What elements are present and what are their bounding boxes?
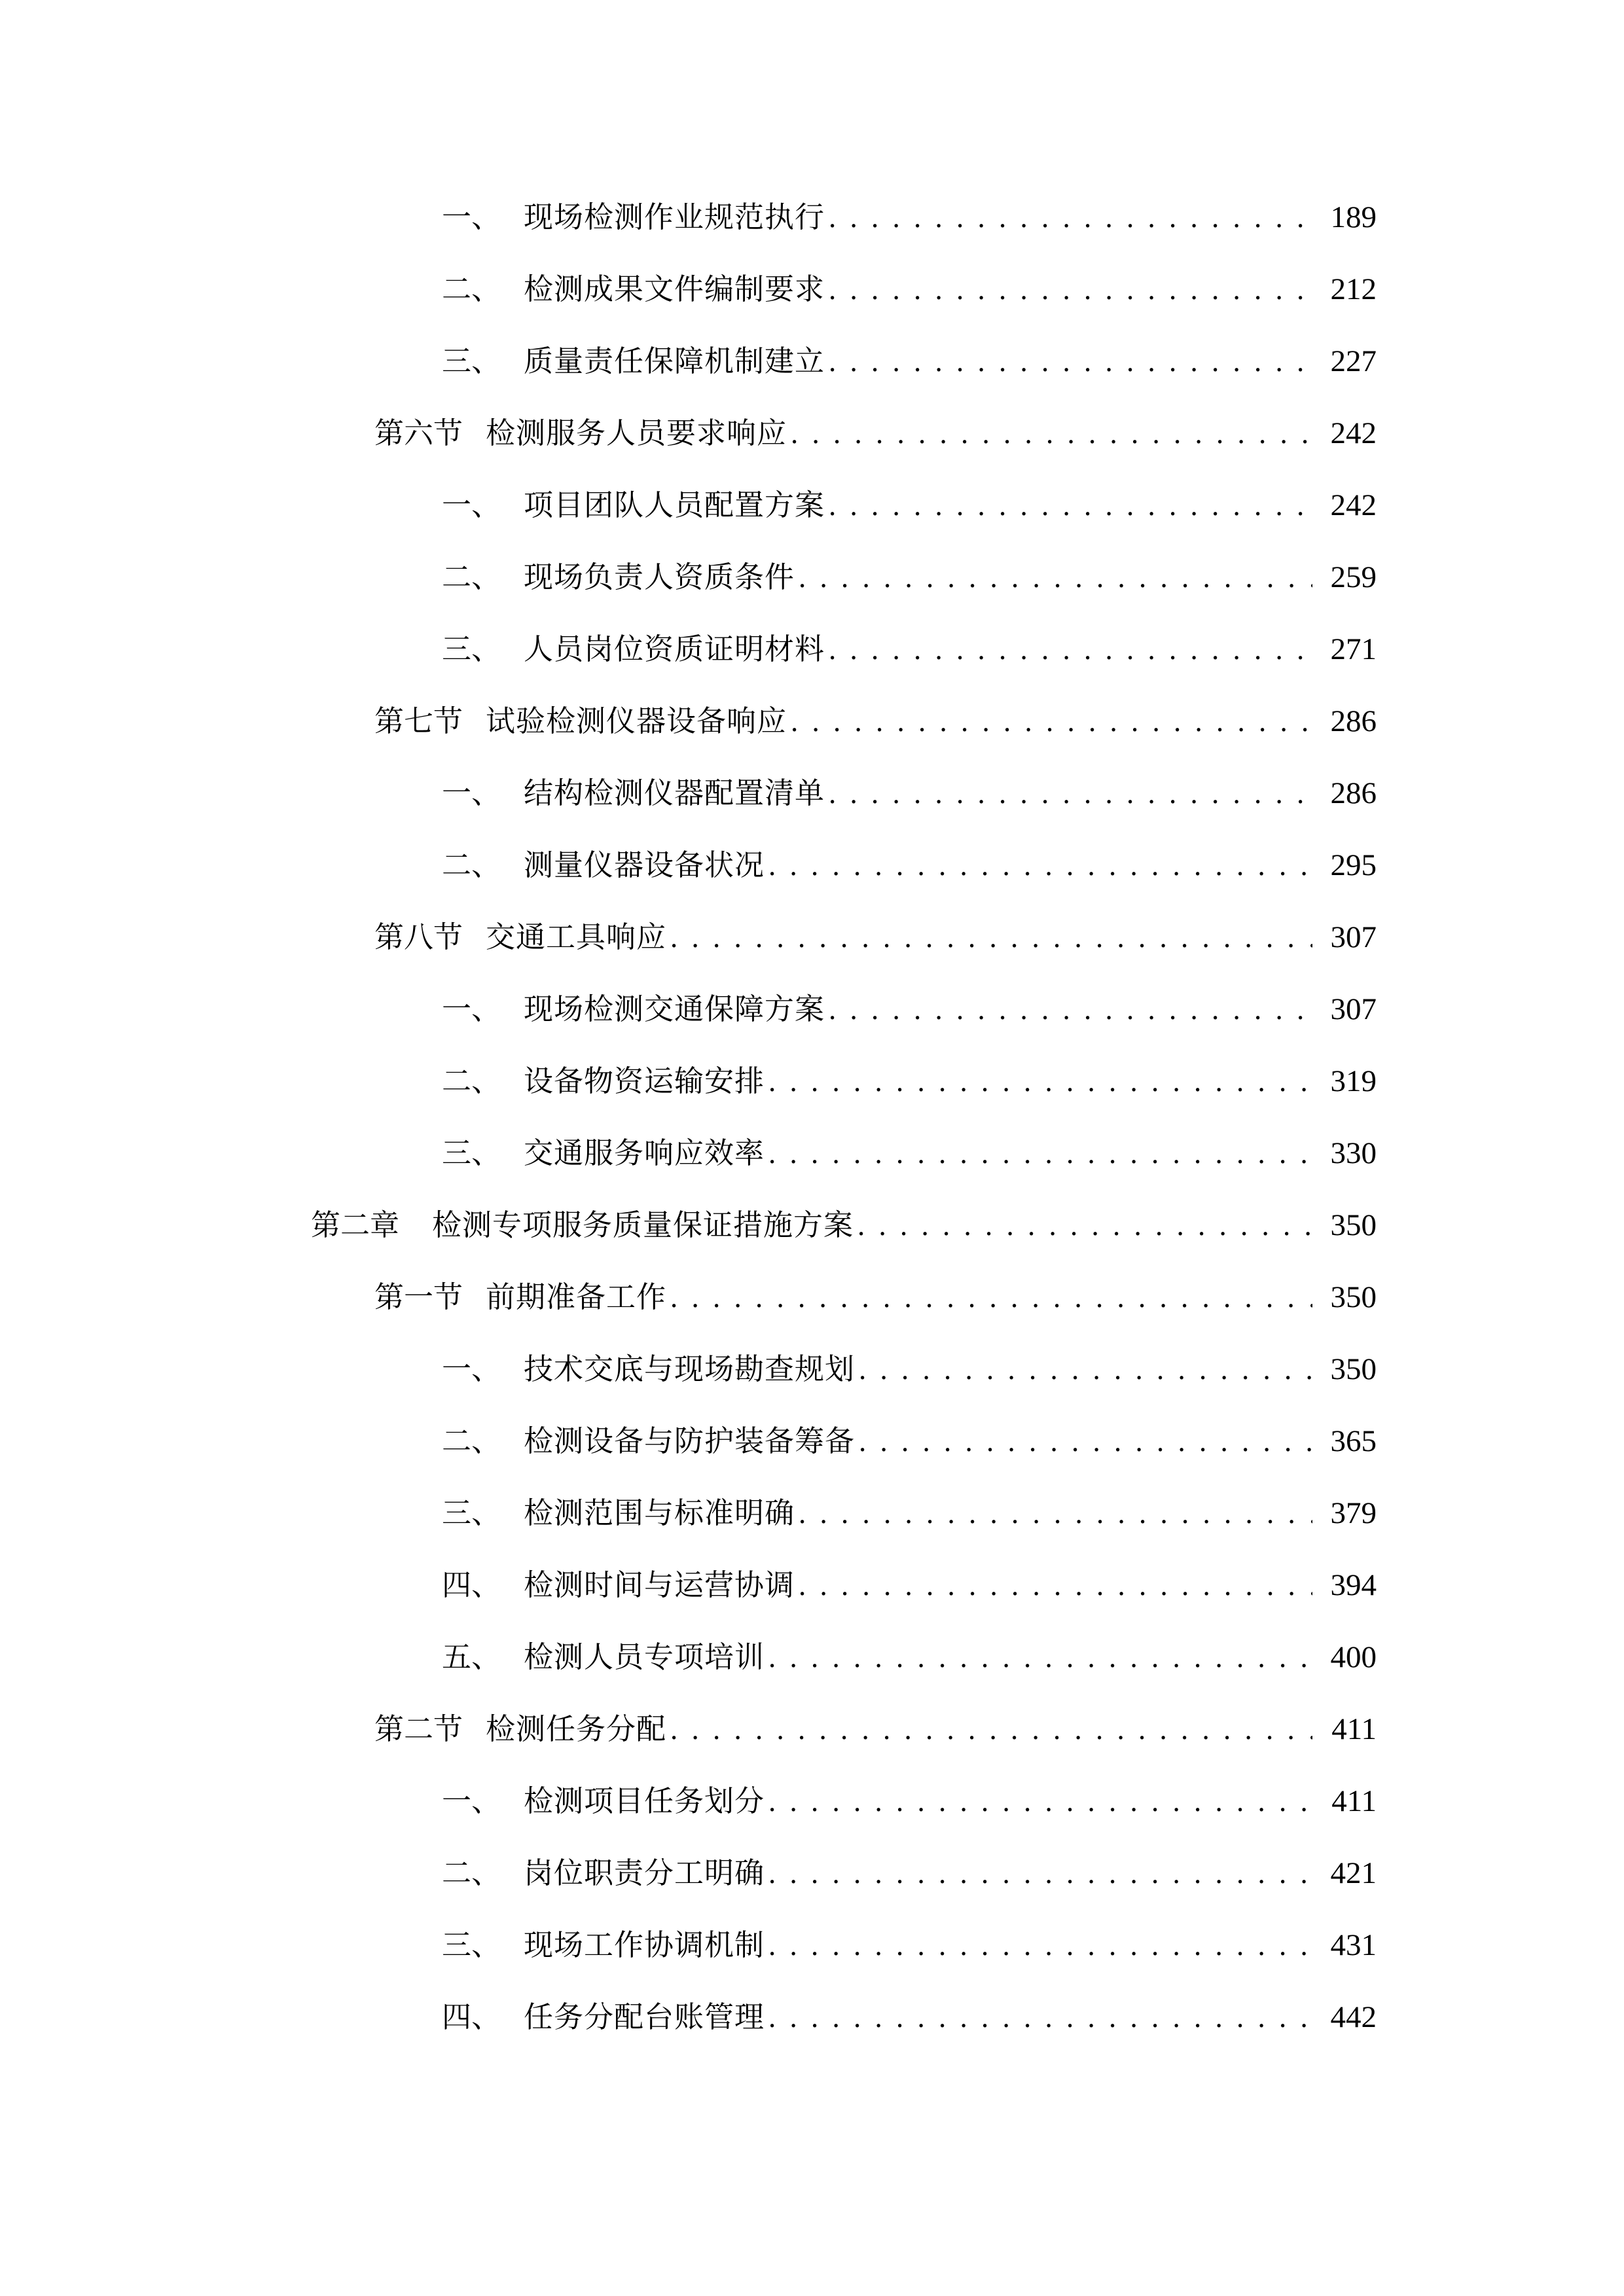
toc-entry-page: 411 xyxy=(1331,1712,1377,1746)
toc-entry[interactable] xyxy=(0,1981,1377,2053)
toc-entry-title: 设备物资运输安排 xyxy=(524,1065,765,1098)
toc-entry-page: 442 xyxy=(1330,2000,1377,2034)
toc-entry-page: 431 xyxy=(1330,1928,1377,1962)
toc-entry-page: 319 xyxy=(1330,1064,1377,1098)
dot-leader xyxy=(670,901,1312,973)
toc-entry-page: 295 xyxy=(1330,848,1377,882)
toc-entry-title: 交通工具响应 xyxy=(486,921,667,954)
toc-entry-title: 检测人员专项培训 xyxy=(524,1641,765,1674)
toc-entry-label: 四、 xyxy=(442,2001,501,2034)
toc-entry-label: 二、 xyxy=(442,849,501,882)
toc-entry[interactable] xyxy=(0,397,1377,469)
toc-entry-page: 227 xyxy=(1330,344,1377,378)
toc-entry-page: 271 xyxy=(1330,632,1377,666)
toc-entry-label: 第八节 xyxy=(374,921,463,954)
toc-entry-page: 394 xyxy=(1330,1568,1377,1602)
toc-entry-title: 质量责任保障机制建立 xyxy=(524,345,825,378)
toc-entry-page: 242 xyxy=(1330,416,1377,450)
toc-entry-title: 试验检测仪器设备响应 xyxy=(486,705,787,738)
toc-entry-label: 五、 xyxy=(442,1641,501,1674)
toc-entry[interactable] xyxy=(0,757,1377,829)
dot-leader xyxy=(768,1837,1312,1909)
toc xyxy=(0,181,1377,2053)
toc-entry-title: 检测成果文件编制要求 xyxy=(524,273,825,306)
toc-entry-title: 现场检测交通保障方案 xyxy=(524,993,825,1026)
dot-leader xyxy=(799,1549,1312,1621)
toc-entry[interactable] xyxy=(0,469,1377,541)
toc-entry[interactable] xyxy=(0,253,1377,325)
toc-entry-title: 检测任务分配 xyxy=(486,1713,667,1746)
toc-entry-title: 任务分配台账管理 xyxy=(524,2001,765,2034)
dot-leader xyxy=(791,685,1312,757)
dot-leader xyxy=(829,973,1312,1045)
toc-entry[interactable] xyxy=(0,1261,1377,1333)
toc-entry-title: 测量仪器设备状况 xyxy=(524,849,765,882)
toc-entry-title: 检测设备与防护装备筹备 xyxy=(524,1425,856,1458)
toc-entry[interactable] xyxy=(0,1189,1377,1261)
toc-entry[interactable] xyxy=(0,1693,1377,1765)
toc-entry-page: 189 xyxy=(1330,200,1377,234)
toc-entry-title: 检测专项服务质量保证措施方案 xyxy=(432,1209,854,1242)
dot-leader xyxy=(670,1693,1312,1765)
dot-leader xyxy=(829,253,1312,325)
toc-entry-label: 一、 xyxy=(442,201,501,234)
dot-leader xyxy=(829,181,1312,253)
toc-entry-label: 第二节 xyxy=(374,1713,463,1746)
toc-entry-label: 第七节 xyxy=(374,705,463,738)
toc-entry[interactable] xyxy=(0,685,1377,757)
toc-entry-title: 项目团队人员配置方案 xyxy=(524,489,825,522)
toc-entry[interactable] xyxy=(0,1621,1377,1693)
toc-entry-page: 379 xyxy=(1330,1496,1377,1530)
toc-entry-page: 400 xyxy=(1330,1640,1377,1674)
dot-leader xyxy=(768,1117,1312,1189)
toc-entry-title: 检测服务人员要求响应 xyxy=(486,417,787,450)
toc-entry[interactable] xyxy=(0,1405,1377,1477)
dot-leader xyxy=(857,1189,1312,1261)
dot-leader xyxy=(829,613,1312,685)
toc-entry[interactable] xyxy=(0,325,1377,397)
toc-entry-label: 第六节 xyxy=(374,417,463,450)
toc-entry-page: 330 xyxy=(1330,1136,1377,1170)
dot-leader xyxy=(768,1765,1312,1837)
toc-entry-page: 307 xyxy=(1330,992,1377,1026)
toc-entry-page: 365 xyxy=(1330,1424,1377,1458)
toc-entry-title: 岗位职责分工明确 xyxy=(524,1857,765,1890)
toc-entry-page: 259 xyxy=(1330,560,1377,594)
toc-entry-title: 技术交底与现场勘查规划 xyxy=(524,1353,856,1386)
dot-leader xyxy=(829,469,1312,541)
toc-entry-label: 二、 xyxy=(442,1425,501,1458)
toc-entry-page: 212 xyxy=(1330,272,1377,306)
toc-entry-title: 人员岗位资质证明材料 xyxy=(524,633,825,666)
dot-leader xyxy=(768,1045,1312,1117)
toc-entry-label: 三、 xyxy=(442,633,501,666)
dot-leader xyxy=(670,1261,1312,1333)
dot-leader xyxy=(829,757,1312,829)
dot-leader xyxy=(768,1981,1312,2053)
toc-entry-label: 一、 xyxy=(442,489,501,522)
dot-leader xyxy=(859,1405,1312,1477)
toc-entry[interactable] xyxy=(0,973,1377,1045)
toc-entry[interactable] xyxy=(0,901,1377,973)
toc-entry-page: 242 xyxy=(1330,488,1377,522)
toc-entry-label: 一、 xyxy=(442,993,501,1026)
dot-leader xyxy=(799,1477,1312,1549)
toc-entry-label: 第一节 xyxy=(374,1281,463,1314)
toc-entry-label: 一、 xyxy=(442,777,501,810)
dot-leader xyxy=(859,1333,1312,1405)
toc-entry-label: 三、 xyxy=(442,1929,501,1962)
toc-entry-page: 350 xyxy=(1330,1352,1377,1386)
dot-leader xyxy=(829,325,1312,397)
toc-entry-title: 交通服务响应效率 xyxy=(524,1137,765,1170)
toc-entry-page: 350 xyxy=(1330,1208,1377,1242)
dot-leader xyxy=(791,397,1312,469)
toc-entry[interactable] xyxy=(0,613,1377,685)
dot-leader xyxy=(768,829,1312,901)
toc-entry-title: 现场负责人资质条件 xyxy=(524,561,795,594)
toc-entry-page: 421 xyxy=(1330,1856,1377,1890)
toc-entry[interactable] xyxy=(0,1765,1377,1837)
toc-entry[interactable] xyxy=(0,1909,1377,1981)
toc-entry[interactable] xyxy=(0,181,1377,253)
toc-entry[interactable] xyxy=(0,1837,1377,1909)
toc-entry-title: 检测项目任务划分 xyxy=(524,1785,765,1818)
toc-entry-title: 检测范围与标准明确 xyxy=(524,1497,795,1530)
toc-entry[interactable] xyxy=(0,1045,1377,1117)
dot-leader xyxy=(799,541,1312,613)
toc-entry[interactable] xyxy=(0,1549,1377,1621)
toc-entry-title: 检测时间与运营协调 xyxy=(524,1569,795,1602)
dot-leader xyxy=(768,1909,1312,1981)
toc-entry[interactable] xyxy=(0,541,1377,613)
toc-entry-label: 三、 xyxy=(442,1497,501,1530)
toc-entry-label: 二、 xyxy=(442,1065,501,1098)
toc-entry-label: 二、 xyxy=(442,561,501,594)
toc-entry-title: 现场检测作业规范执行 xyxy=(524,201,825,234)
toc-entry-page: 286 xyxy=(1330,776,1377,810)
toc-entry-title: 现场工作协调机制 xyxy=(524,1929,765,1962)
toc-entry-label: 二、 xyxy=(442,1857,501,1890)
toc-entry-label: 第二章 xyxy=(311,1209,400,1242)
toc-entry-page: 411 xyxy=(1331,1784,1377,1818)
toc-entry-page: 307 xyxy=(1330,920,1377,954)
toc-entry-title: 结构检测仪器配置清单 xyxy=(524,777,825,810)
toc-entry-label: 二、 xyxy=(442,273,501,306)
toc-entry-page: 286 xyxy=(1330,704,1377,738)
toc-entry-label: 三、 xyxy=(442,1137,501,1170)
toc-entry[interactable] xyxy=(0,1117,1377,1189)
toc-entry[interactable] xyxy=(0,829,1377,901)
toc-entry-label: 四、 xyxy=(442,1569,501,1602)
toc-entry-page: 350 xyxy=(1330,1280,1377,1314)
toc-entry-label: 三、 xyxy=(442,345,501,378)
toc-entry[interactable] xyxy=(0,1333,1377,1405)
toc-entry-title: 前期准备工作 xyxy=(486,1281,667,1314)
toc-entry[interactable] xyxy=(0,1477,1377,1549)
toc-entry-label: 一、 xyxy=(442,1353,501,1386)
toc-entry-label: 一、 xyxy=(442,1785,501,1818)
dot-leader xyxy=(768,1621,1312,1693)
